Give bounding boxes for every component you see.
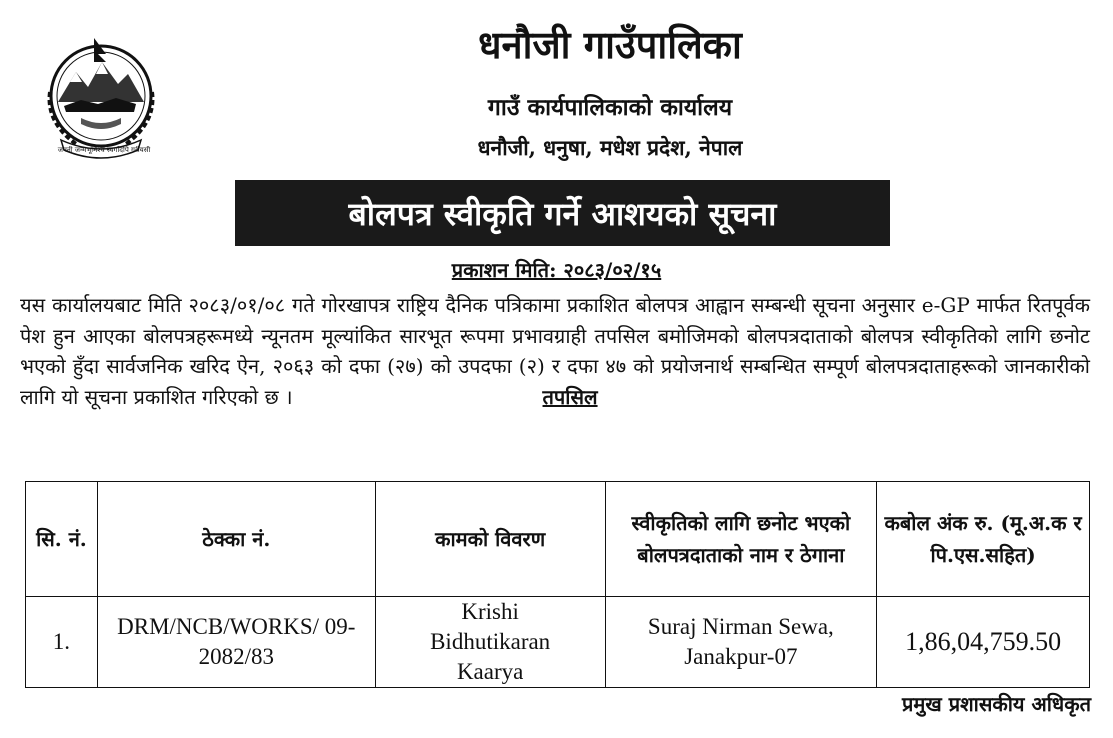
notice-title-banner bbox=[235, 180, 890, 246]
header-bidder: स्वीकृतिको लागि छनोट भएको बोलपत्रदाताको नाम र ठेगाना bbox=[605, 482, 877, 597]
publish-date-line bbox=[0, 256, 1113, 283]
cell-sn: 1. bbox=[26, 597, 98, 688]
cell-description: Krishi Bidhutikaran Kaarya bbox=[375, 597, 605, 688]
office-subtitle: गाउँ कार्यपालिकाको कार्यालय bbox=[487, 94, 733, 121]
office-title: धनौजी गाउँपालिका bbox=[478, 22, 742, 67]
cell-bidder: Suraj Nirman Sewa, Janakpur-07 bbox=[605, 597, 877, 688]
table-row bbox=[26, 597, 1090, 688]
notice-body-text: यस कार्यालयबाट मिति २०८३/०१/०८ गते गोरखापत्र राष्ट्रिय दैनिक पत्रिकामा प्रकाशित बोलपत्र आह्वान सम्बन्धी सूचना अनुसार e-GP मार्फत रितपूर्वक पेश हुन आएका बोलपत्रहरूमध्ये न्यूनतम मूल्यांकित सारभूत रूपमा प्रभावग्राही तपसिल बमोजिमको बोलपत्रदाताको बोलपत्र स्वीकृतिको लागि छनोट भएको हुँदा सार्वजनिक खरिद ऐन, २०६३ को दफा (२७) को उपदफा (२) र दफा ४७ को प्रयोजनार्थ सम्बन्धित सम्पूर्ण बोलपत्रदाताहरूको जानकारीको लागि यो सूचना प्रकाशित गरिएको छ । bbox=[20, 293, 1090, 409]
emblem-motto: जननी जन्मभूमिश्च स्वर्गादपि गरीयसी bbox=[57, 146, 151, 154]
cell-contract-no: DRM/NCB/WORKS/ 09- 2082/83 bbox=[97, 597, 375, 688]
publish-date: प्रकाशन मिति: २०८३/०२/१५ bbox=[451, 258, 662, 282]
nepal-government-emblem-icon bbox=[36, 32, 166, 160]
office-address: धनौजी, धनुषा, मधेश प्रदेश, नेपाल bbox=[477, 135, 743, 160]
table-heading: तपसिल bbox=[542, 384, 598, 409]
cell-amount: 1,86,04,759.50 bbox=[877, 597, 1090, 688]
header-amount: कबोल अंक रु. (मू.अ.क र पि.एस.सहित) bbox=[877, 482, 1090, 597]
signature-title: प्रमुख प्रशासकीय अधिकृत bbox=[902, 692, 1091, 716]
table-header-row bbox=[26, 482, 1090, 597]
header-contract-no: ठेक्का नं. bbox=[97, 482, 375, 597]
header-sn: सि. नं. bbox=[26, 482, 98, 597]
notice-title: बोलपत्र स्वीकृति गर्ने आशयको सूचना bbox=[348, 194, 777, 233]
award-table bbox=[25, 481, 1090, 688]
notice-body bbox=[20, 290, 1090, 412]
header-description: कामको विवरण bbox=[375, 482, 605, 597]
